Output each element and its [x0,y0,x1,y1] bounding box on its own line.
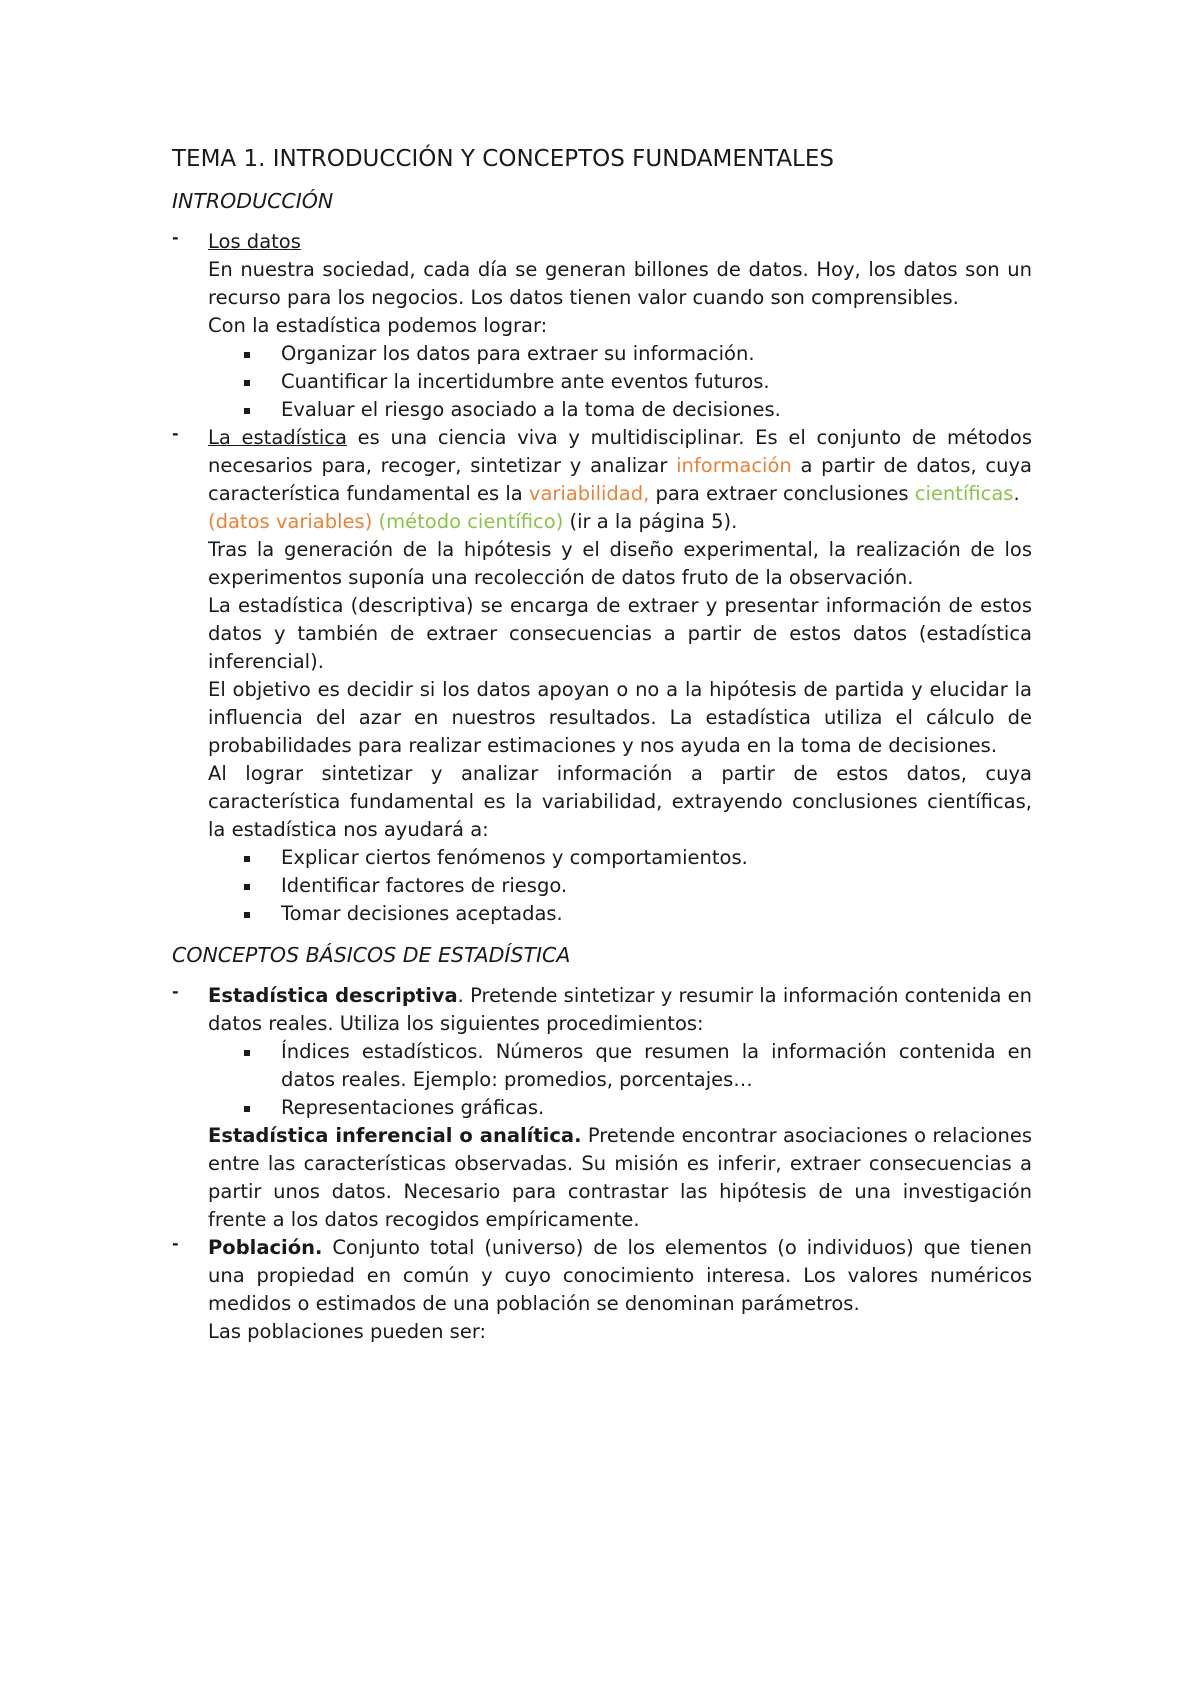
highlight-variabilidad: variabilidad, [528,482,650,505]
paragraph: El objetivo es decidir si los datos apoyan o no a la hipótesis de partida y elucidar la influencia del azar en nuestros resultados. La estadística utiliza el cálculo de probabilidades para realizar estimaciones y nos ayuda en la toma de decisiones. [208,678,1032,757]
paragraph [208,1122,1032,1234]
text-run: para extraer conclusiones [649,482,915,505]
list-item-los-datos [172,228,1032,340]
text-run: . [1013,482,1020,505]
term-los-datos: Los datos [208,230,301,253]
list-item: Evaluar el riesgo asociado a la toma de decisiones. [172,396,1032,424]
section-heading-conceptos: CONCEPTOS BÁSICOS DE ESTADÍSTICA [172,943,571,967]
inferencial-block [172,1122,1032,1234]
paragraph-note [208,508,1032,536]
list-item-poblacion [172,1234,1032,1346]
term-poblacion: Población. [208,1236,323,1259]
paragraph: Tras la generación de la hipótesis y el diseño experimental, la realización de los experimentos suponía una recolección de datos fruto de la observación. [208,538,1032,589]
list-item: Organizar los datos para extraer su información. [172,340,1032,368]
list-item-la-estadistica [172,424,1032,844]
list-item-descriptiva [172,982,1032,1038]
dash-bullet: - [172,424,179,443]
paragraph: La estadística (descriptiva) se encarga de extraer y presentar información de estos datos y también de extraer consecuencias a partir de estos datos (estadística inferencial). [208,594,1032,673]
paragraph: Al lograr sintetizar y analizar información a partir de estos datos, cuya característica fundamental es la variabilidad, extrayendo conclusiones científicas, la estadística nos ayudará a: [208,762,1032,841]
section-heading-introduccion: INTRODUCCIÓN [172,189,334,213]
highlight-informacion: información [676,454,792,477]
bullet-list [172,340,1032,424]
text-run: Pretende encontrar asociaciones o relaciones entre las características observadas. Su misión es inferir, extraer consecuencias a partir unos datos. Necesario para contrastar las hipótesis de una investigación frente a los datos recogidos empíricamente. [208,1124,1032,1231]
list-item: Índices estadísticos. Números que resumen la información contenida en datos reales. Ejemplo: promedios, porcentajes… [172,1038,1032,1094]
term-descriptiva: Estadística descriptiva [208,984,458,1007]
list-item: Tomar decisiones aceptadas. [172,900,1032,928]
highlight-cientificas: científicas [914,482,1014,505]
term-la-estadistica: La estadística [208,426,347,449]
term-inferencial: Estadística inferencial o analítica. [208,1124,582,1147]
list-item: Identificar factores de riesgo. [172,872,1032,900]
text-run: a partir de datos, cuya característica fundamental es la [208,454,1033,505]
text-run: Conjunto total (universo) de los elementos (o individuos) que tienen una propiedad en común y cuyo conocimiento interesa. Los valores numéricos medidos o estimados de una población se denominan parámetros. [208,1236,1032,1315]
note-datos-variables: (datos variables) [208,510,373,533]
dash-bullet: - [172,1234,179,1253]
list-item: Cuantificar la incertidumbre ante eventos futuros. [172,368,1032,396]
paragraph: Con la estadística podemos lograr: [208,314,548,337]
list-item: Explicar ciertos fenómenos y comportamientos. [172,844,1032,872]
list-item: Representaciones gráficas. [172,1094,1032,1122]
document-page [172,142,1032,1346]
paragraph [208,424,1032,508]
paragraph: Las poblaciones pueden ser: [208,1320,487,1343]
dash-bullet: - [172,982,179,1001]
bullet-list [172,844,1032,928]
text-run: es una ciencia viva y multidisciplinar. Es el conjunto de métodos necesarios para, recoger, sintetizar y analizar [208,426,1033,477]
text-run: . Pretende sintetizar y resumir la información contenida en datos reales. Utiliza los siguientes procedimientos: [208,984,1032,1035]
note-metodo-cientifico: (método científico) [378,510,564,533]
paragraph: En nuestra sociedad, cada día se generan billones de datos. Hoy, los datos son un recurso para los negocios. Los datos tienen valor cuando son comprensibles. [208,258,1032,309]
dash-bullet: - [172,228,179,247]
paragraph [208,1234,1032,1318]
bullet-list [172,1038,1032,1122]
note-page-ref: (ir a la página 5). [563,510,738,533]
document-title: TEMA 1. INTRODUCCIÓN Y CONCEPTOS FUNDAMENTALES [172,146,835,172]
paragraph [208,982,1032,1038]
